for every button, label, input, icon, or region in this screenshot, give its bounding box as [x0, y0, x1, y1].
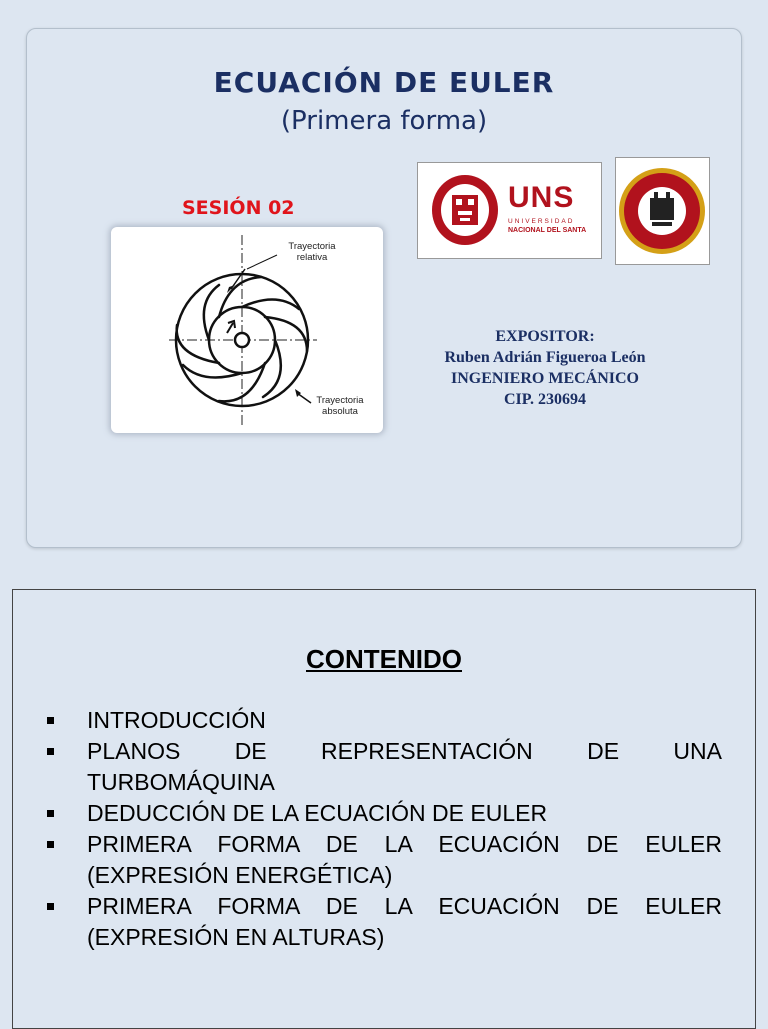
list-item-text-cont: (EXPRESIÓN ENERGÉTICA) — [87, 862, 393, 888]
list-item — [47, 829, 722, 891]
uns-wordmark: UNS — [508, 181, 575, 214]
uns-sub-name: NACIONAL DEL SANTA — [508, 227, 587, 234]
title-slide — [26, 28, 742, 548]
mechanical-engineering-logo — [615, 157, 710, 265]
presenter-name: Ruben Adrián Figueroa León — [444, 349, 646, 366]
bullet-icon — [47, 748, 54, 755]
slide-subtitle: (Primera forma) — [280, 106, 488, 136]
list-item — [47, 798, 722, 829]
session-label: SESIÓN 02 — [182, 197, 295, 219]
list-item-text: PLANOS DE REPRESENTACIÓN DE UNA — [87, 738, 722, 764]
uns-sub-university: UNIVERSIDAD — [508, 218, 575, 225]
presenter-title: INGENIERO MECÁNICO — [450, 370, 639, 387]
contents-heading: CONTENIDO — [306, 644, 462, 674]
list-item-text: PRIMERA FORMA DE LA ECUACIÓN DE EULER — [87, 831, 722, 857]
contents-list — [47, 705, 722, 953]
relative-trajectory-label-2: relativa — [296, 252, 328, 263]
impeller-diagram — [111, 227, 383, 433]
bullet-icon — [47, 903, 54, 910]
list-item — [47, 736, 722, 798]
relative-trajectory-label-1: Trayectoria — [288, 241, 336, 252]
contents-slide — [12, 589, 756, 1029]
absolute-trajectory-label-1: Trayectoria — [316, 395, 364, 406]
list-item-text-cont: TURBOMÁQUINA — [87, 769, 275, 795]
list-item-text: INTRODUCCIÓN — [87, 707, 266, 733]
uns-logo — [417, 162, 602, 259]
list-item — [47, 891, 722, 953]
presenter-info — [395, 326, 695, 410]
list-item-text: PRIMERA FORMA DE LA ECUACIÓN DE EULER — [87, 893, 722, 919]
bullet-icon — [47, 810, 54, 817]
bullet-icon — [47, 717, 54, 724]
faculty-seal-icon — [616, 158, 709, 264]
list-item-text: DEDUCCIÓN DE LA ECUACIÓN DE EULER — [87, 800, 548, 826]
list-item — [47, 705, 722, 736]
presenter-heading: EXPOSITOR: — [495, 328, 595, 345]
presenter-cip: CIP. 230694 — [503, 391, 587, 408]
slide-title: ECUACIÓN DE EULER — [213, 66, 555, 99]
uns-seal-icon — [430, 173, 500, 247]
bullet-icon — [47, 841, 54, 848]
list-item-text-cont: (EXPRESIÓN EN ALTURAS) — [87, 924, 385, 950]
absolute-trajectory-label-2: absoluta — [322, 406, 358, 417]
